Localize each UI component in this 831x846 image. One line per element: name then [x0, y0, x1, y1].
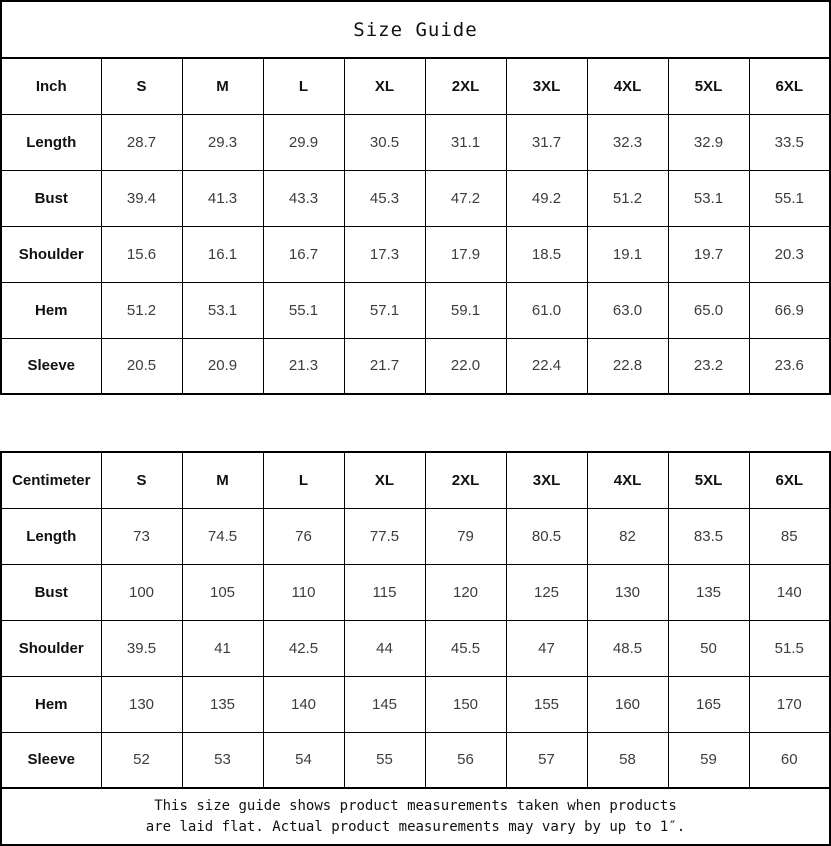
size-value: 66.9 [749, 282, 830, 338]
size-value: 105 [182, 564, 263, 620]
header-row [1, 452, 830, 508]
size-value: 29.3 [182, 114, 263, 170]
table-row [1, 508, 830, 564]
size-value: 60 [749, 732, 830, 788]
column-header: S [101, 452, 182, 508]
size-table-inch [0, 57, 831, 395]
row-label: Bust [1, 170, 101, 226]
size-value: 22.8 [587, 338, 668, 394]
size-value: 53 [182, 732, 263, 788]
size-value: 15.6 [101, 226, 182, 282]
table-row [1, 226, 830, 282]
size-value: 30.5 [344, 114, 425, 170]
size-value: 130 [101, 676, 182, 732]
size-value: 82 [587, 508, 668, 564]
table-row [1, 114, 830, 170]
title-box [0, 0, 831, 57]
footer-note [0, 789, 831, 846]
size-value: 52 [101, 732, 182, 788]
size-value: 23.6 [749, 338, 830, 394]
size-value: 59.1 [425, 282, 506, 338]
size-value: 165 [668, 676, 749, 732]
column-header: 5XL [668, 58, 749, 114]
column-header: 2XL [425, 452, 506, 508]
table-row [1, 676, 830, 732]
size-value: 57.1 [344, 282, 425, 338]
size-value: 135 [182, 676, 263, 732]
size-value: 160 [587, 676, 668, 732]
size-value: 170 [749, 676, 830, 732]
size-value: 47.2 [425, 170, 506, 226]
size-value: 19.7 [668, 226, 749, 282]
size-value: 61.0 [506, 282, 587, 338]
size-value: 21.3 [263, 338, 344, 394]
row-label: Length [1, 508, 101, 564]
size-value: 23.2 [668, 338, 749, 394]
size-value: 48.5 [587, 620, 668, 676]
size-value: 20.3 [749, 226, 830, 282]
table-row [1, 564, 830, 620]
size-value: 39.4 [101, 170, 182, 226]
size-value: 100 [101, 564, 182, 620]
size-value: 54 [263, 732, 344, 788]
column-header: 4XL [587, 452, 668, 508]
size-value: 80.5 [506, 508, 587, 564]
column-header: 4XL [587, 58, 668, 114]
row-label: Shoulder [1, 226, 101, 282]
size-value: 65.0 [668, 282, 749, 338]
size-value: 74.5 [182, 508, 263, 564]
size-value: 51.2 [587, 170, 668, 226]
column-header: 5XL [668, 452, 749, 508]
size-value: 39.5 [101, 620, 182, 676]
size-value: 31.1 [425, 114, 506, 170]
size-value: 32.9 [668, 114, 749, 170]
size-value: 50 [668, 620, 749, 676]
size-value: 59 [668, 732, 749, 788]
unit-header: Centimeter [1, 452, 101, 508]
size-value: 125 [506, 564, 587, 620]
size-value: 43.3 [263, 170, 344, 226]
size-value: 57 [506, 732, 587, 788]
column-header: L [263, 58, 344, 114]
size-value: 51.2 [101, 282, 182, 338]
size-value: 17.3 [344, 226, 425, 282]
row-label: Length [1, 114, 101, 170]
size-value: 44 [344, 620, 425, 676]
unit-header: Inch [1, 58, 101, 114]
column-header: M [182, 452, 263, 508]
size-value: 55 [344, 732, 425, 788]
size-value: 145 [344, 676, 425, 732]
row-label: Hem [1, 282, 101, 338]
size-value: 41.3 [182, 170, 263, 226]
column-header: 2XL [425, 58, 506, 114]
table-row [1, 170, 830, 226]
size-value: 28.7 [101, 114, 182, 170]
size-value: 16.1 [182, 226, 263, 282]
column-header: XL [344, 452, 425, 508]
table-row [1, 338, 830, 394]
row-label: Shoulder [1, 620, 101, 676]
table-row [1, 620, 830, 676]
size-value: 29.9 [263, 114, 344, 170]
size-value: 56 [425, 732, 506, 788]
size-value: 83.5 [668, 508, 749, 564]
size-value: 45.3 [344, 170, 425, 226]
size-value: 19.1 [587, 226, 668, 282]
size-value: 47 [506, 620, 587, 676]
size-value: 150 [425, 676, 506, 732]
table-gap [0, 395, 831, 451]
size-value: 22.0 [425, 338, 506, 394]
size-value: 45.5 [425, 620, 506, 676]
footer-note-line-1: This size guide shows product measurements taken when products [154, 797, 677, 814]
size-value: 140 [263, 676, 344, 732]
size-value: 21.7 [344, 338, 425, 394]
size-value: 53.1 [668, 170, 749, 226]
column-header: XL [344, 58, 425, 114]
size-value: 110 [263, 564, 344, 620]
row-label: Hem [1, 676, 101, 732]
size-value: 18.5 [506, 226, 587, 282]
column-header: 6XL [749, 452, 830, 508]
size-value: 120 [425, 564, 506, 620]
column-header: 3XL [506, 452, 587, 508]
size-value: 31.7 [506, 114, 587, 170]
size-value: 140 [749, 564, 830, 620]
size-value: 49.2 [506, 170, 587, 226]
size-value: 77.5 [344, 508, 425, 564]
size-value: 53.1 [182, 282, 263, 338]
size-value: 58 [587, 732, 668, 788]
size-value: 17.9 [425, 226, 506, 282]
size-value: 41 [182, 620, 263, 676]
size-value: 16.7 [263, 226, 344, 282]
size-value: 115 [344, 564, 425, 620]
size-value: 130 [587, 564, 668, 620]
size-value: 63.0 [587, 282, 668, 338]
size-value: 155 [506, 676, 587, 732]
size-value: 73 [101, 508, 182, 564]
size-value: 32.3 [587, 114, 668, 170]
size-table-centimeter [0, 451, 831, 789]
size-value: 135 [668, 564, 749, 620]
row-label: Bust [1, 564, 101, 620]
footer-note-line-2: are laid flat. Actual product measurements may vary by up to 1″. [145, 818, 686, 835]
column-header: 6XL [749, 58, 830, 114]
row-label: Sleeve [1, 732, 101, 788]
column-header: M [182, 58, 263, 114]
row-label: Sleeve [1, 338, 101, 394]
size-value: 76 [263, 508, 344, 564]
size-value: 33.5 [749, 114, 830, 170]
column-header: 3XL [506, 58, 587, 114]
page-title: Size Guide [353, 18, 478, 41]
size-value: 20.9 [182, 338, 263, 394]
size-value: 55.1 [749, 170, 830, 226]
size-value: 55.1 [263, 282, 344, 338]
size-value: 42.5 [263, 620, 344, 676]
table-row [1, 282, 830, 338]
header-row [1, 58, 830, 114]
size-value: 22.4 [506, 338, 587, 394]
size-value: 20.5 [101, 338, 182, 394]
column-header: S [101, 58, 182, 114]
size-value: 85 [749, 508, 830, 564]
size-value: 51.5 [749, 620, 830, 676]
size-value: 79 [425, 508, 506, 564]
column-header: L [263, 452, 344, 508]
table-row [1, 732, 830, 788]
